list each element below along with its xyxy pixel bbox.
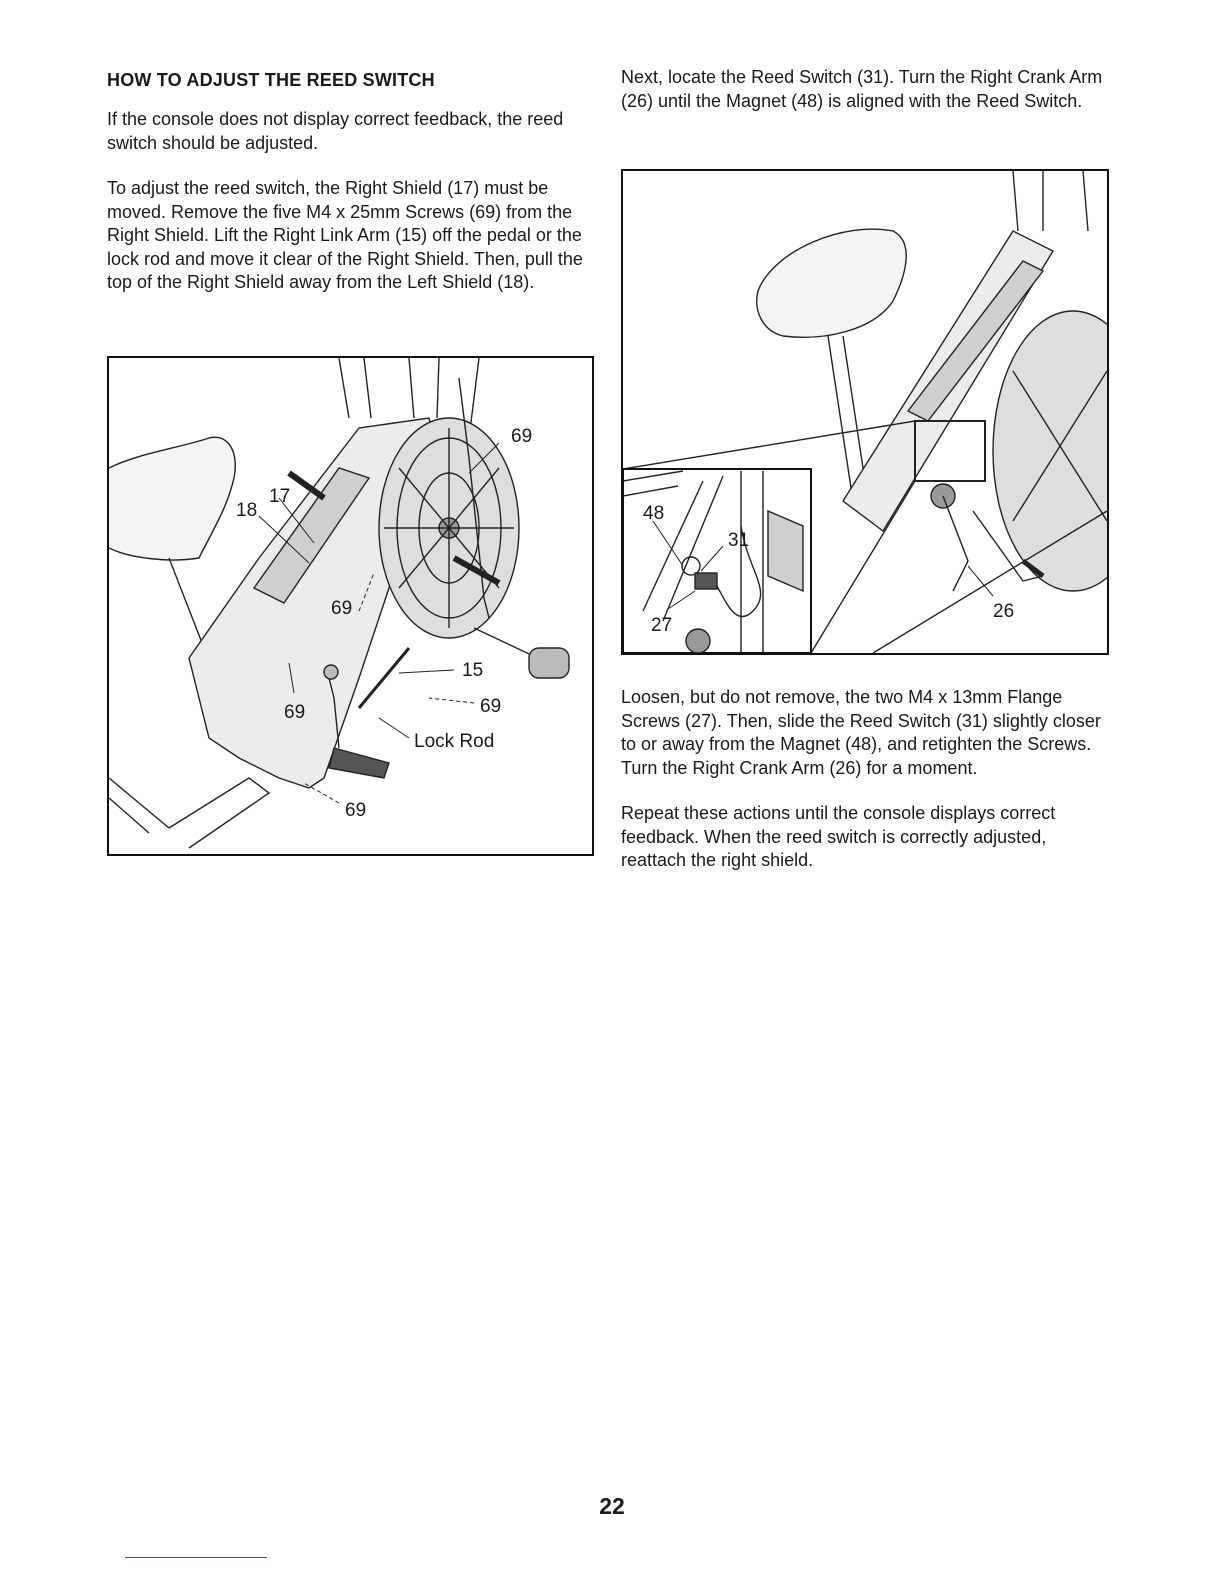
intro-paragraph: If the console does not display correct feedback, the reed switch should be adjusted. bbox=[107, 109, 564, 153]
reed-switch-illustration bbox=[621, 169, 1109, 655]
callout-69-right: 69 bbox=[480, 696, 502, 717]
footer-rule bbox=[125, 1557, 267, 1558]
reed-switch-drawing bbox=[623, 171, 1107, 653]
shield-removal-drawing bbox=[109, 358, 592, 854]
locate-switch-paragraph: Next, locate the Reed Switch (31). Turn the Right Crank Arm (26) until the Magnet (48) is aligned with the Reed Switch. bbox=[621, 67, 1103, 111]
callout-15: 15 bbox=[462, 660, 484, 681]
callout-48: 48 bbox=[643, 503, 665, 524]
callout-31: 31 bbox=[728, 530, 750, 551]
adjustment-instructions bbox=[621, 686, 1111, 895]
callout-69-mid: 69 bbox=[331, 598, 353, 619]
callout-69-left: 69 bbox=[284, 702, 306, 723]
shield-removal-paragraph: To adjust the reed switch, the Right Shield (17) must be moved. Remove the five M4 x 25mm Screws (69) from the Right Shield. Lift the Right Link Arm (15) off the pedal or the lock rod and move it clear of the Right Shield. Then, pull the top of the Right Shield away from the Left Shield (18). bbox=[107, 178, 583, 292]
callout-17: 17 bbox=[269, 486, 291, 507]
shield-removal-illustration bbox=[107, 356, 594, 856]
right-column bbox=[621, 66, 1111, 135]
callout-69-bottom: 69 bbox=[345, 800, 367, 821]
callout-18: 18 bbox=[236, 500, 258, 521]
page-number: 22 bbox=[599, 1493, 625, 1519]
callout-lock-rod: Lock Rod bbox=[414, 731, 495, 752]
left-column bbox=[107, 66, 597, 317]
section-heading: HOW TO ADJUST THE REED SWITCH bbox=[107, 70, 435, 90]
loosen-screws-paragraph: Loosen, but do not remove, the two M4 x 13mm Flange Screws (27). Then, slide the Reed Switch (31) slightly closer to or away from the Magnet (48), and retighten the Screws. Turn the Right Crank Arm (26) for a moment. bbox=[621, 687, 1101, 778]
repeat-paragraph: Repeat these actions until the console displays correct feedback. When the reed switch is correctly adjusted, reattach the right shield. bbox=[621, 803, 1056, 870]
callout-26: 26 bbox=[993, 601, 1015, 622]
callout-27: 27 bbox=[651, 615, 673, 636]
callout-69-top: 69 bbox=[511, 426, 533, 447]
